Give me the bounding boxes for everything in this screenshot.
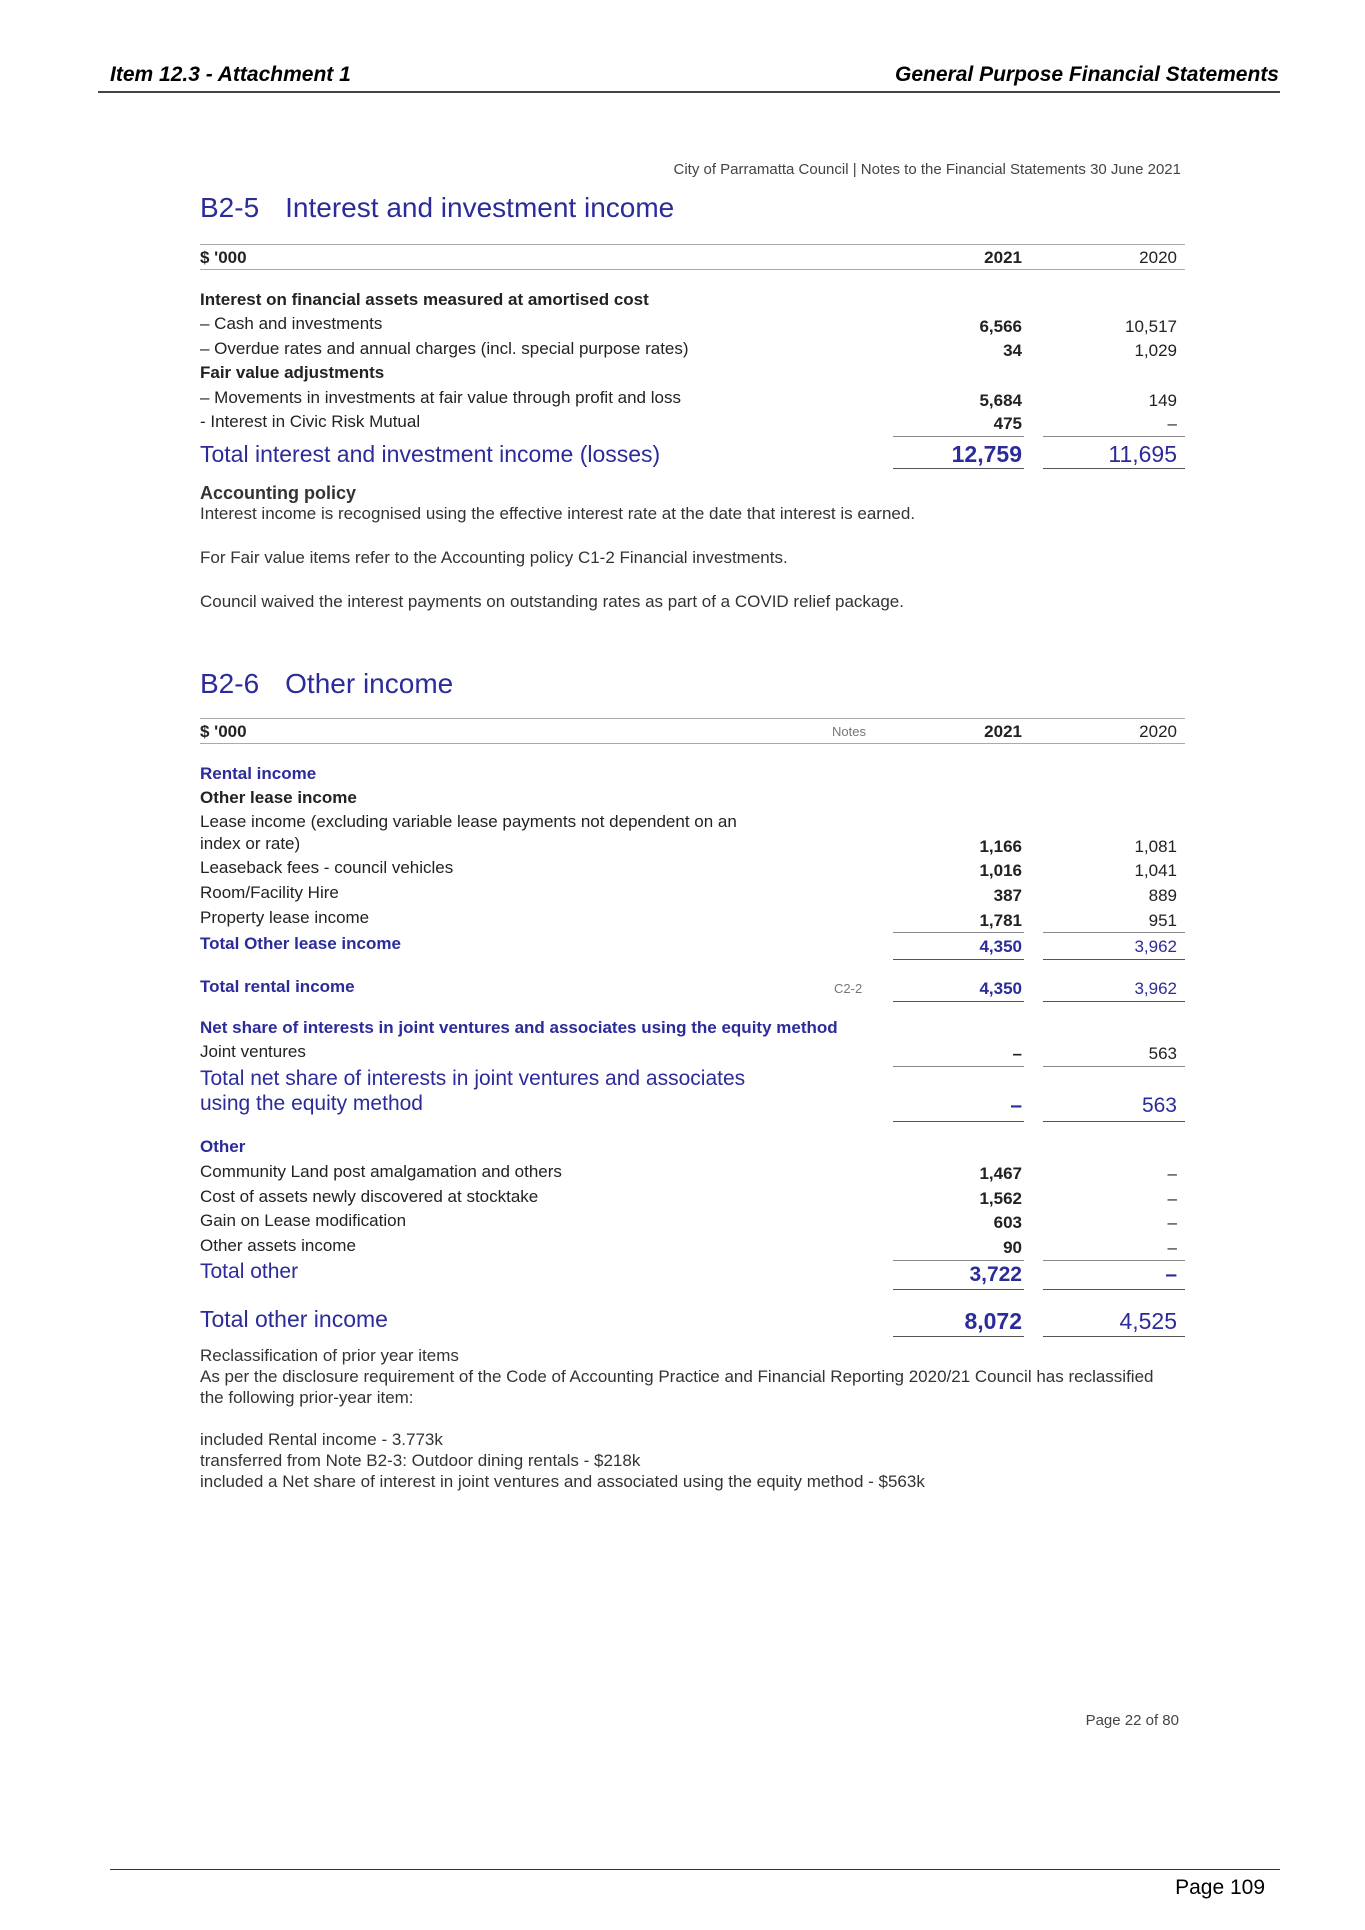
section-b25-heading: Interest and investment income xyxy=(285,192,675,223)
table-row: Property lease income 1,781 951 xyxy=(200,908,1177,930)
total-row: Total interest and investment income (losses) 12,759 11,695 xyxy=(200,441,1177,467)
table-top-rule xyxy=(200,244,1185,245)
fair-value-note: For Fair value items refer to the Accounting policy C1-2 Financial investments. xyxy=(200,548,788,567)
outer-page-number: Page 109 xyxy=(1175,1876,1265,1899)
year-2020-header: 2020 xyxy=(1139,248,1177,267)
total-other-row: Total other 3,722 – xyxy=(200,1260,1177,1286)
table-row: index or rate) 1,166 1,081 xyxy=(200,834,1177,856)
reclass-text-line2: the following prior-year item: xyxy=(200,1388,414,1407)
table-row: – Movements in investments at fair value through profit and loss 5,684 149 xyxy=(200,388,1177,410)
table-row: Cost of assets newly discovered at stocktake 1,562 – xyxy=(200,1187,1177,1208)
table-header-rule xyxy=(200,269,1185,270)
note-reference-c2-2[interactable]: C2-2 xyxy=(834,981,863,996)
table-row: Joint ventures – 563 xyxy=(200,1042,1177,1063)
table-row: Lease income (excluding variable lease payments not dependent on an xyxy=(200,812,737,831)
section-b26-number: B2-6 xyxy=(200,668,260,699)
reclass-item: included a Net share of interest in joint ventures and associated using the equity method - $563k xyxy=(200,1472,925,1491)
reclass-item: included Rental income - 3.773k xyxy=(200,1430,443,1449)
table-row: – Cash and investments 6,566 10,517 xyxy=(200,314,1177,336)
footer-rule xyxy=(110,1869,1280,1870)
notes-header: Notes xyxy=(832,724,866,739)
accounting-policy-text: Interest income is recognised using the effective interest rate at the date that interest is earned. xyxy=(200,504,916,523)
table-row: Room/Facility Hire 387 889 xyxy=(200,883,1177,905)
total-rental-row: Total rental income C2-2 4,350 3,962 xyxy=(200,977,1177,998)
covid-relief-note: Council waived the interest payments on outstanding rates as part of a COVID relief package. xyxy=(200,592,904,611)
table-row: Gain on Lease modification 603 – xyxy=(200,1211,1177,1232)
table-row: Fair value adjustments xyxy=(200,363,385,382)
jv-total-row: using the equity method – 563 xyxy=(200,1092,1177,1117)
unit-header: $ '000 xyxy=(200,248,247,267)
attachment-label: Item 12.3 - Attachment 1 xyxy=(110,63,351,86)
section-b25-number: B2-5 xyxy=(200,192,260,223)
section-b26-title xyxy=(200,668,453,700)
table-row: - Interest in Civic Risk Mutual 475 – xyxy=(200,412,1177,433)
accounting-policy-heading: Accounting policy xyxy=(200,483,357,503)
table-row: Other assets income 90 – xyxy=(200,1236,1177,1257)
inner-page-number: Page 22 of 80 xyxy=(1085,1712,1179,1729)
subtotal-row: Total Other lease income 4,350 3,962 xyxy=(200,934,1177,956)
table-header-b25 xyxy=(200,247,1185,269)
other-lease-heading: Other lease income xyxy=(200,788,357,807)
header-rule xyxy=(98,91,1280,93)
table-header-b26: $ '000 Notes 2021 2020 xyxy=(200,722,1177,741)
grand-total-row: Total other income 8,072 4,525 xyxy=(200,1306,1177,1334)
document-type-label: General Purpose Financial Statements xyxy=(895,63,1279,86)
year-2021-header: 2021 xyxy=(984,248,1022,267)
reclass-text-line1: As per the disclosure requirement of the Code of Accounting Practice and Financial Reporting 2020/21 Council has reclassified xyxy=(200,1367,1154,1386)
jv-heading: Net share of interests in joint ventures and associates using the equity method xyxy=(200,1018,838,1037)
section-b26-heading: Other income xyxy=(285,668,454,699)
jv-total-line1: Total net share of interests in joint ventures and associates xyxy=(200,1067,746,1090)
reclass-heading: Reclassification of prior year items xyxy=(200,1346,459,1365)
table-row: Interest on financial assets measured at amortised cost xyxy=(200,290,649,309)
section-b25-title xyxy=(200,192,674,224)
table-row: – Overdue rates and annual charges (incl. special purpose rates) 34 1,029 xyxy=(200,339,1177,360)
table-row: Community Land post amalgamation and others 1,467 – xyxy=(200,1162,1177,1183)
other-heading: Other xyxy=(200,1137,246,1156)
reclass-item: transferred from Note B2-3: Outdoor dining rentals - $218k xyxy=(200,1451,641,1470)
document-subtitle: City of Parramatta Council | Notes to the Financial Statements 30 June 2021 xyxy=(673,161,1181,178)
rental-income-heading: Rental income xyxy=(200,764,317,783)
table-row: Leaseback fees - council vehicles 1,016 1,041 xyxy=(200,858,1177,880)
